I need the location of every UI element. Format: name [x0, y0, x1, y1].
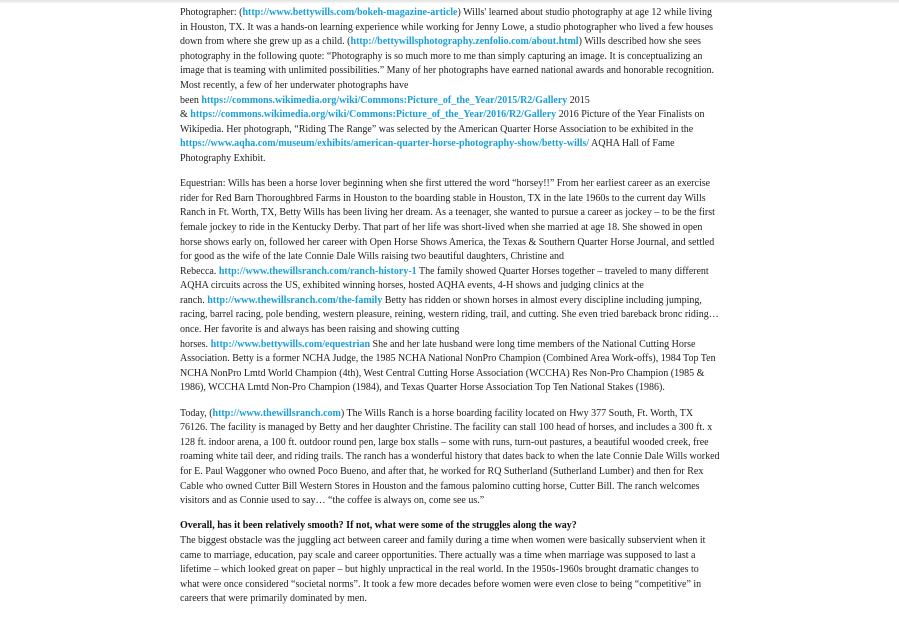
paragraph-text: ranch.: [180, 294, 208, 306]
paragraph-text: 2015: [567, 94, 590, 106]
paragraph-text: Equestrian: Wills has been a horse lover beginning when she first uttered the word “horsey!!” From her earliest career as an exercise rider for Red Barn Thoroughbred Farms in Houston to the boarding stable in Houston, TX in the late 1960s to the current day Wills Ranch in Ft. Worth, TX, Betty Wills has been living her dream. As a teenager, she wanted to pursue a career as jockey – to be the first female jockey to ride in the Kentucky Derby. That part of her life was short-lived when she married at age 18. She showed in open horse shows early on, followed her career with Open Horse Shows America, the Texas & Southern Quarter Horse Journal, and settled for good as the wife of the late Connie Dale Wills raising two beautiful daughters, Christine and: [180, 178, 715, 263]
paragraph-text: 2016 Picture of the Year Finalists on Wikipedia. Her photograph, “Riding The Range” was selected by the American Quarter Horse Association to be exhibited in the: [180, 109, 705, 135]
paragraph-text: ) Wills' learned about studio photography at age 12 while living in Houston, TX. It was a hands-on learning experience while working for Jenny Lowe, a studio photographer who lived a few houses down from where she grew up as a child. (: [180, 7, 714, 48]
top-divider: [0, 0, 899, 3]
bokeh-article-link[interactable]: http://www.bettywills.com/bokeh-magazine-article: [242, 7, 458, 18]
paragraph-text: &: [180, 109, 191, 121]
paragraph-text: Betty has ridden or shown horses in almost every discipline including jumping, racing, barrel racing, pole bending, western pleasure, reining, western riding, trail, and cutting. She even tried bareback bronc riding…once. Her favorite is and always has been raising and showing cutting: [180, 294, 719, 336]
paragraph-text: Rebecca.: [180, 265, 219, 277]
line-wrap: [180, 94, 720, 109]
line-wrap: [180, 265, 720, 294]
line-wrap: [180, 338, 720, 396]
struggles-section: [180, 519, 720, 607]
paragraph-text: ) The Wills Ranch is a horse boarding facility located on Hwy 377 South, Ft. Worth, TX 76126. The facility is managed by Betty and her daughter Christine. The facility can stall 100 head of horses, and includes a 300 ft. x 128 ft. indoor arena, a 100 ft. outdoor round pen, large box stalls – some with runs, turn-out pastures, a beautiful wooded creek, free roaming white tail deer, and riding trails. The ranch has a wonderful history that dates back to when the late Connie Dale Wills worked for E. Paul Waggoner who owned Poco Bueno, and after that, he worked for RQ Sutherland (Sutherland Lumber) and then for Rex Cable who owned Cutter Bill Western Stores in Houston and the famous palomino cutting horse, Cutter Bill. The ranch welcomes visitors and as Connie used to say… “the coffee is always on, come see us.”: [180, 407, 720, 507]
interview-article: [180, 6, 720, 618]
paragraph-text: Today, (: [180, 407, 213, 419]
wikimedia-2015-link[interactable]: https://commons.wikimedia.org/wiki/Commons:Picture_of_the_Year/2015/R2/Gallery: [201, 94, 568, 106]
paragraph-text: Photographer: (: [180, 7, 243, 18]
paragraph-text: ) Wills described how she sees photography in the following quote: “Photography is so much more to me than simply capturing an image. It is conceptualizing an image that is teaming with unlimited possibilities.” Many of her photographs have earned national awards and honorable recognition. Most recently, a few of her underwater photographs have: [180, 36, 715, 91]
interview-answer: The biggest obstacle was the juggling act between career and family during a time when women were basically subservient when it came to marriage, education, pay scale and career opportunities. There actually was a time when marriage was supposed to last a lifetime – which looked great on paper – but highly unpractical in the real world. In the 1950s-1960s brought dramatic changes to what were once considered “societal norms”. It took a few more decades before women were even close to being “competitive” in careers that were primarily dominated by men.: [180, 534, 706, 605]
photographer-paragraph: [180, 6, 720, 167]
ranch-history-link[interactable]: http://www.thewillsranch.com/ranch-history-1: [218, 265, 417, 277]
paragraph-text: horses.: [180, 338, 211, 350]
paragraph-text: AQHA Hall of Fame Photography Exhibit.: [180, 138, 675, 164]
wills-ranch-link[interactable]: http://www.thewillsranch.com: [212, 407, 341, 419]
the-family-link[interactable]: http://www.thewillsranch.com/the-family: [207, 294, 383, 306]
paragraph-text: been: [180, 94, 202, 106]
paragraph-text: The family showed Quarter Horses together – traveled to many different AQHA circuits across the US, exhibited winning horses, hosted AQHA events, 4-H shows and judging clinics at the: [180, 265, 709, 292]
paragraph-text: She and her late husband were long time members of the National Cutting Horse Association. Betty is a former NCHA Judge, the 1985 NCHA National NonPro Champion (Combined Area Work-offs), 1984 Top Ten NCHA NonPro Lmtd World Champion (4th), West Central Cutting Horse Association (WCCHA) Res Non-Pro Champion (1985 & 1986), WCCHA Lmtd Non-Pro Champion (1984), and Texas Quarter Horse Association Top Ten National Stakes (1986).: [180, 338, 716, 394]
interview-question: Overall, has it been relatively smooth? If not, what were some of the struggles along the way?: [180, 520, 577, 532]
equestrian-paragraph: [180, 177, 720, 396]
zenfolio-about-link[interactable]: http://bettywillsphotography.zenfolio.com/about.html: [350, 36, 579, 48]
aqha-exhibit-link[interactable]: https://www.aqha.com/museum/exhibits/american-quarter-horse-photography-show/betty-wills/: [180, 138, 590, 150]
equestrian-link[interactable]: http://www.bettywills.com/equestrian: [210, 338, 371, 350]
line-wrap: [180, 294, 720, 338]
wikimedia-2016-link[interactable]: https://commons.wikimedia.org/wiki/Commons:Picture_of_the_Year/2016/R2/Gallery: [190, 109, 557, 121]
today-paragraph: [180, 407, 720, 509]
